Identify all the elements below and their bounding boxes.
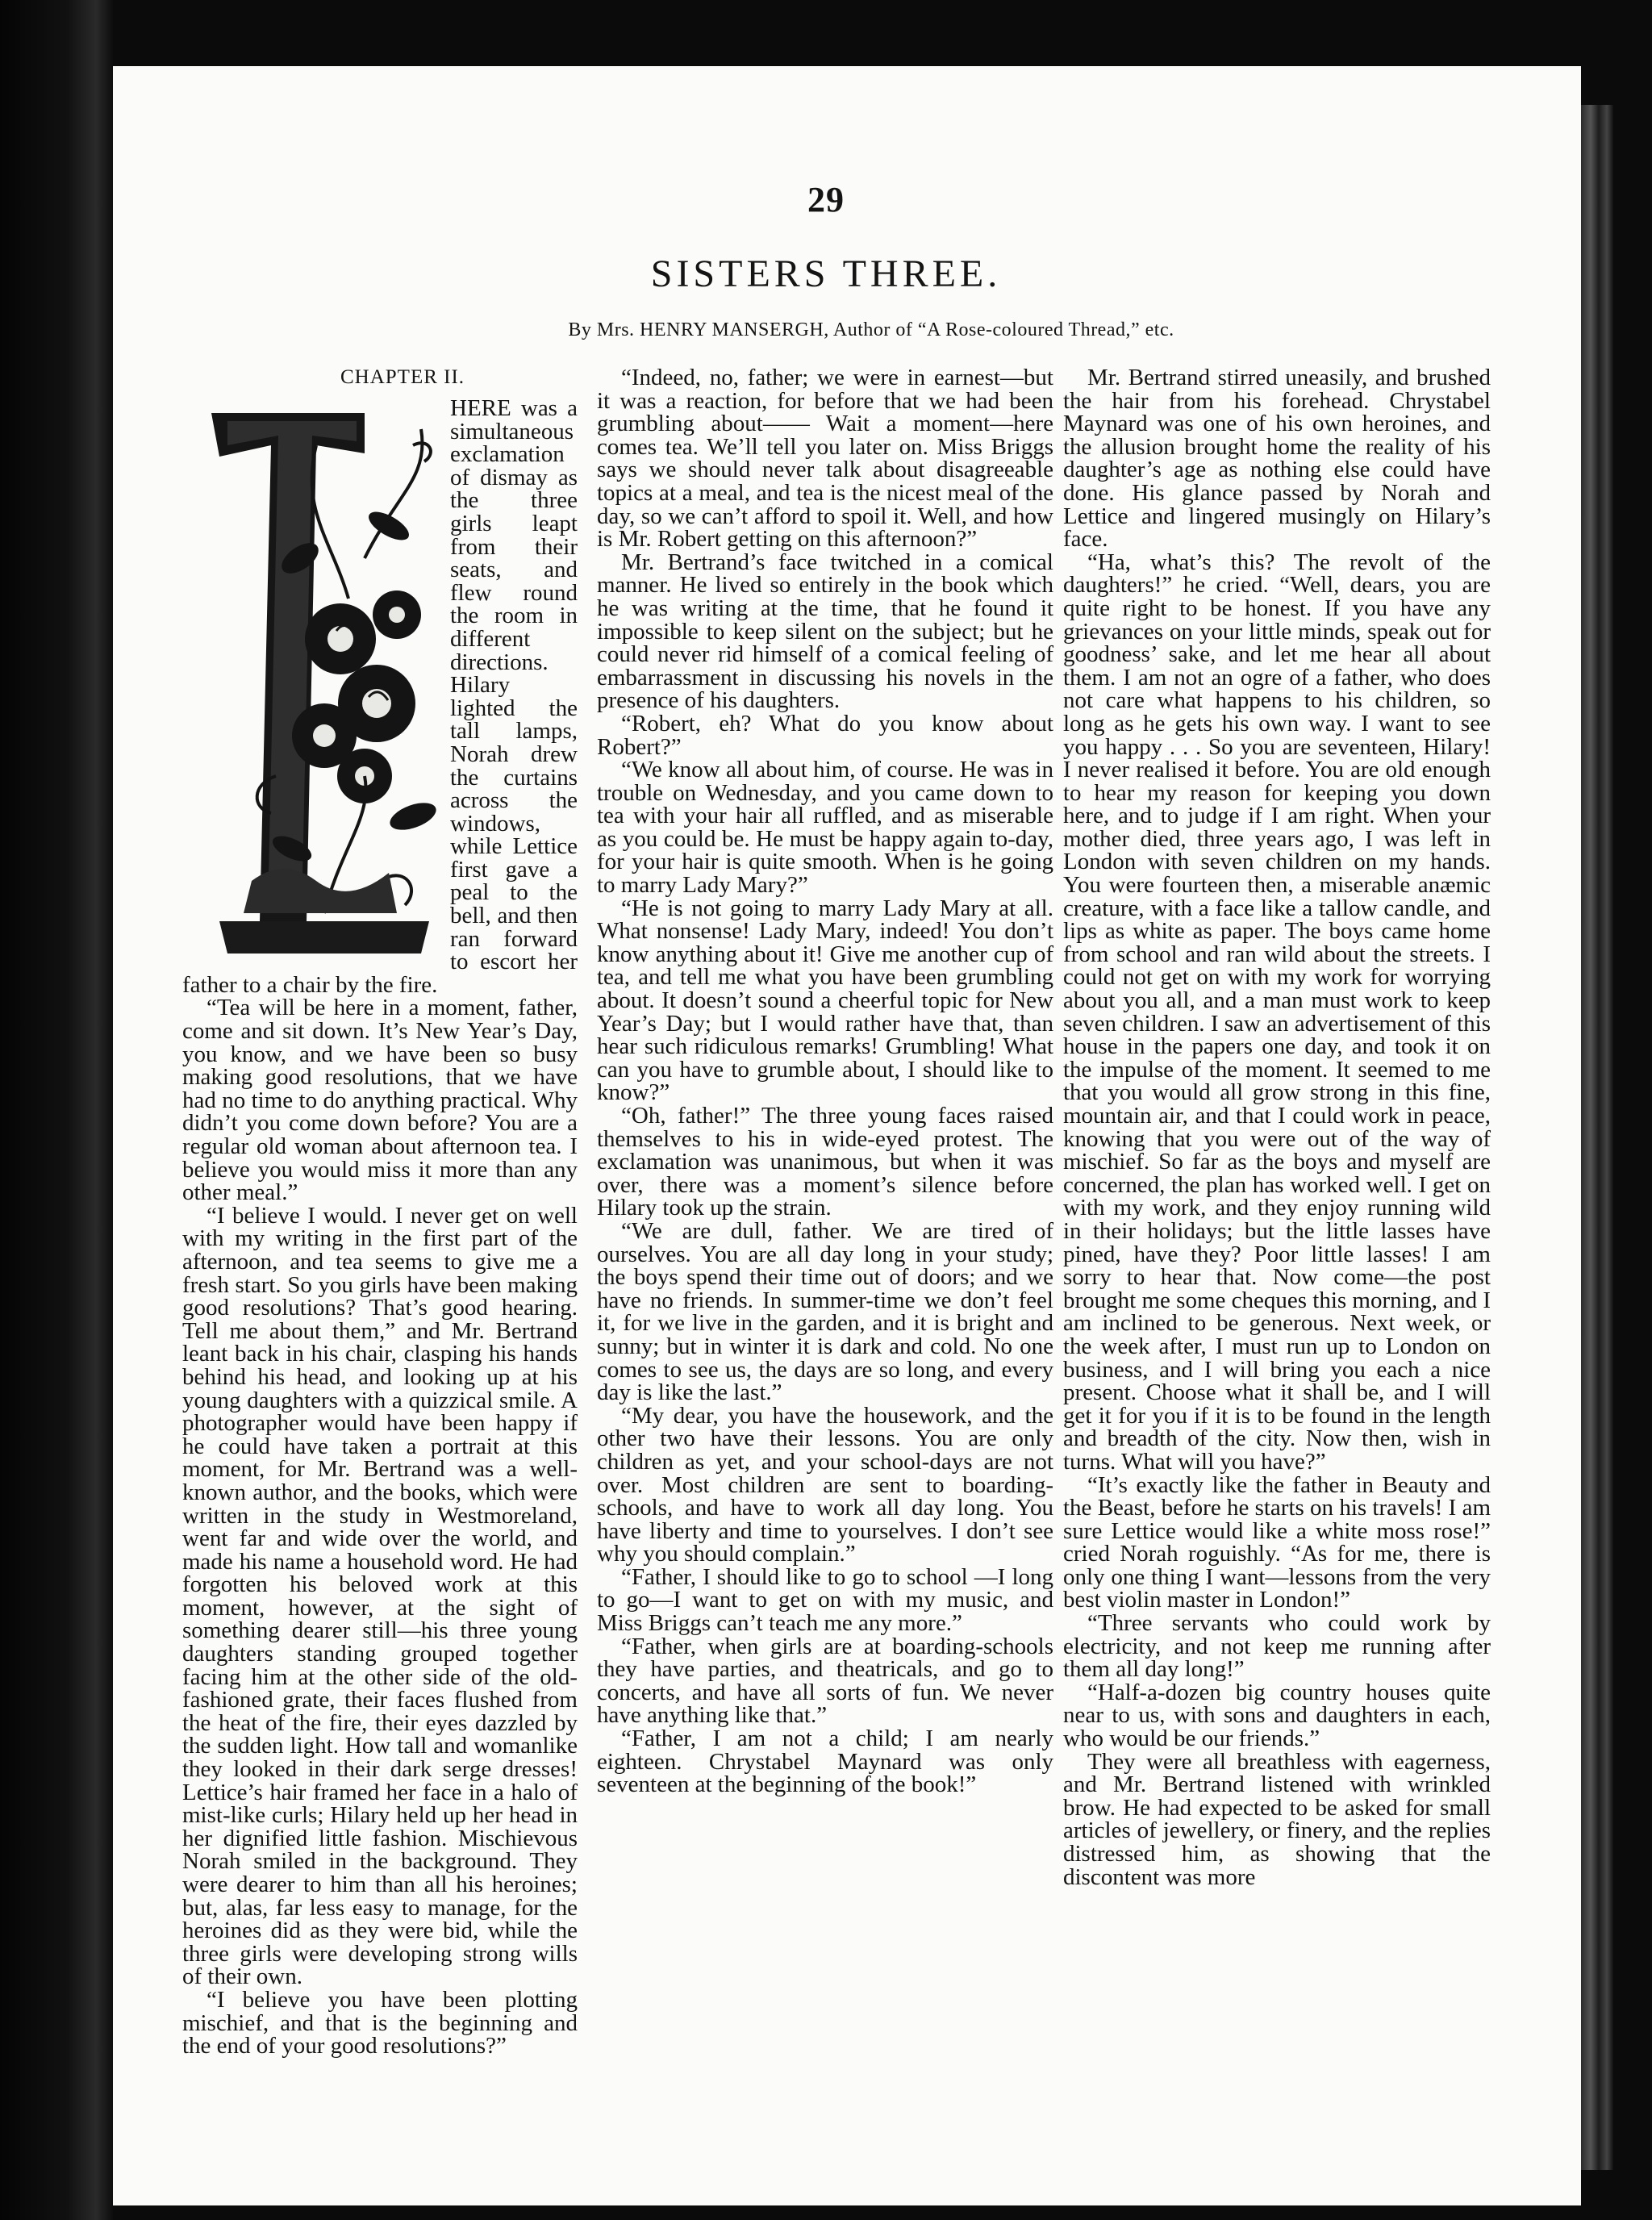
paragraph: “Indeed, no, father; we were in earnest—but it was a reaction, for before that we had been grumbling about—— Wait a moment—here comes tea. We’ll tell you later on. Miss Briggs says we should never talk about disagreeable topics at a meal, and tea is the nicest meal of the day, so we can’t afford to spoil it. Well, and how is Mr. Robert getting on this afternoon?” (597, 365, 1053, 553)
text-column-1 (182, 366, 578, 2058)
paragraph: “Oh, father!” The three young faces raised themselves to his in wide-eyed protest. The exclamation was unanimous, but when it was over, there was a moment’s silence before Hilary took up the strain. (597, 1103, 1053, 1221)
page-stack-edge (1581, 105, 1613, 2170)
paragraph: “We know all about him, of course. He was in trouble on Wednesday, and you came down to tea with your hair all ruffled, and as miserable as you could be. He must be happy again to-day, for your hair is quite smooth. When is he going to marry Lady Mary?” (597, 757, 1053, 899)
paragraph: “We are dull, father. We are tired of ourselves. You are all day long in your study; the boys spend their time out of doors; and we have no friends. In summer-time we don’t feel it, for we live in the garden, and it is bright and sunny; but in winter it is dark and cold. No one comes to see us, the days are so long, and every day is like the last.” (597, 1217, 1053, 1406)
paragraph: “Three servants who could work by electricity, and not keep me running after them all day long!” (1063, 1610, 1491, 1683)
illuminated-drop-cap (203, 397, 442, 954)
paragraph: “Half-a-dozen big country houses quite near to us, with sons and daughters in each, who would be our friends.” (1063, 1679, 1491, 1752)
article-title: SISTERS THREE. (650, 252, 1002, 295)
paragraph: Mr. Bertrand stirred uneasily, and brushed the hair from his forehead. Chrystabel Maynard was one of his own heroines, and the allusion brought home the reality of his daughter’s age as nothing else could have done. His glance passed by Norah and Lettice and lingered musingly on Hilary’s face. (1063, 365, 1491, 553)
paragraph: “Father, I am not a child; I am nearly eighteen. Chrystabel Maynard was only seventeen at the beginning of the book!” (597, 1726, 1053, 1798)
paragraph: “Father, when girls are at boarding-schools they have parties, and theatricals, and go to concerts, and have all sorts of fun. We never have anything like that.” (597, 1633, 1053, 1729)
paragraph: HERE was a simultaneous exclamation of dismay as the three girls leapt from their seats, and flew round the room in different directions. Hilary lighted the tall lamps, Norah drew the curtains across the windows, while Lettice first gave a peal to the bell, and then ran forward to escort her father to a chair by the fire. (182, 395, 578, 998)
floral-drop-cap-illustration (203, 397, 442, 954)
paragraph: “Robert, eh? What do you know about Robert?” (597, 710, 1053, 760)
paragraph: “I believe I would. I never get on well with my writing in the first part of the afternoon, and tea seems to give me a fresh start. So you girls have been making good resolutions? That’s good hearing. Tell me about them,” and Mr. Bertrand leant back in his chair, clasping his hands behind his head, and looking up at his young daughters with a quizzical smile. A photographer would have been happy if he could have taken a portrait at this moment, for Mr. Bertrand was a well-known author, and the books, which were written in the study in Westmoreland, went far and wide over the world, and made his name a household word. He had forgotten his beloved work at this moment, however, at the sight of something dearer still—his three young daughters standing grouped together facing him at the other side of the old-fashioned grate, their faces flushed from the heat of the fire, their eyes dazzled by the sudden light. How tall and womanlike they looked in their dark serge dresses! Lettice’s hair framed her face in a halo of mist-like curls; Hilary held up her head in her dignified little fashion. Mischievous Norah smiled in the background. They were dearer to him than all his heroines; but, alas, far less easy to manage, for the heroines did as they were bid, while the three girls were developing strong wills of their own. (182, 1202, 578, 1990)
chapter-heading: CHAPTER II. (340, 366, 465, 388)
text-column-3 (1063, 366, 1491, 1888)
paragraph: “It’s exactly like the father in Beauty and the Beast, before he starts on his travels! I am sure Lettice would like a white moss rose!” cried Norah roguishly. “As for me, there is only one thing I want—lessons from the very best violin master in London!” (1063, 1471, 1491, 1613)
paragraph: “I believe you have been plotting mischief, and that is the beginning and the end of your good resolutions?” (182, 1986, 578, 2059)
paragraph: “Ha, what’s this? The revolt of the daughters!” he cried. “Well, dears, you are quite right to be honest. If you have any grievances on your little minds, speak out for goodness’ sake, and let me hear all about them. I am not an ogre of a father, who does not care what happens to his children, so long as he gets his own way. I want to see you happy . . . So you are seventeen, Hilary! I never realised it before. You are old enough to hear my reason for keeping you down here, and to judge if I am right. When your mother died, three years ago, I was left in London with seven children on my hands. You were fourteen then, a miserable anæmic creature, with a face like a tallow candle, and lips as white as paper. The boys came home from school and ran wild about the streets. I could not get on with my work for worrying about you all, and a man must work to keep seven children. I saw an advertisement of this house in the papers one day, and took it on the impulse of the moment. It seemed to me that you would all grow strong in this fine, mountain air, and that I could work in peace, knowing that you were out of the way of mischief. So far as the boys and myself are concerned, the plan has worked well. I get on with my work, and they enjoy running wild in their holidays; but the little lasses have pined, have they? Poor little lasses! I am sorry to hear that. Now come—the post brought me some cheques this morning, and I am inclined to be generous. Next week, or the week after, I must run up to London on business, and I will bring you each a nice present. Choose what it shall be, and I will get it for you if it is to be found in the length and breadth of the city. Now then, wish in turns. What will you have?” (1063, 549, 1491, 1475)
paragraph: They were all breathless with eagerness, and Mr. Bertrand listened with wrinkled brow. He had expected to be asked for small articles of jewellery, or finery, and the replies distressed him, as showing that the discontent was more (1063, 1748, 1491, 1890)
paragraph: “My dear, you have the housework, and the other two have their lessons. You are only children as yet, and your school-days are not over. Most children are sent to boarding-schools, and have to work all day long. You have liberty and time to yourselves. I don’t see why you should complain.” (597, 1402, 1053, 1567)
page-number: 29 (807, 180, 845, 219)
paragraph: “He is not going to marry Lady Mary at all. What nonsense! Lady Mary, indeed! You don’t know anything about it! Give me another cup of tea, and tell me what you have been grumbling about. It doesn’t sound a cheerful topic for New Year’s Day; but I would rather have that, than hear such ridiculous remarks! Grumbling! What can you have to grumble about, I should like to know?” (597, 895, 1053, 1106)
book-binding (0, 0, 113, 2220)
text-column-2 (597, 366, 1053, 1796)
paragraph: “Tea will be here in a moment, father, come and sit down. It’s New Year’s Day, you know, and we have been so busy making good resolutions, that we have had no time to do anything practical. Why didn’t you come down before? You are a regular old woman about afternoon tea. I believe you would miss it more than any other meal.” (182, 995, 578, 1206)
article-byline: By Mrs. HENRY MANSERGH, Author of “A Rose-coloured Thread,” etc. (568, 319, 1174, 340)
paragraph: “Father, I should like to go to school —I long to go—I want to get on with my music, and Miss Briggs can’t teach me any more.” (597, 1563, 1053, 1637)
paragraph: Mr. Bertrand’s face twitched in a comical manner. He lived so entirely in the book which he was writing at the time, that he found it impossible to keep silent on the subject; but he could never rid himself of a comical feeling of embarrassment in discussing his novels in the presence of his daughters. (597, 549, 1053, 714)
